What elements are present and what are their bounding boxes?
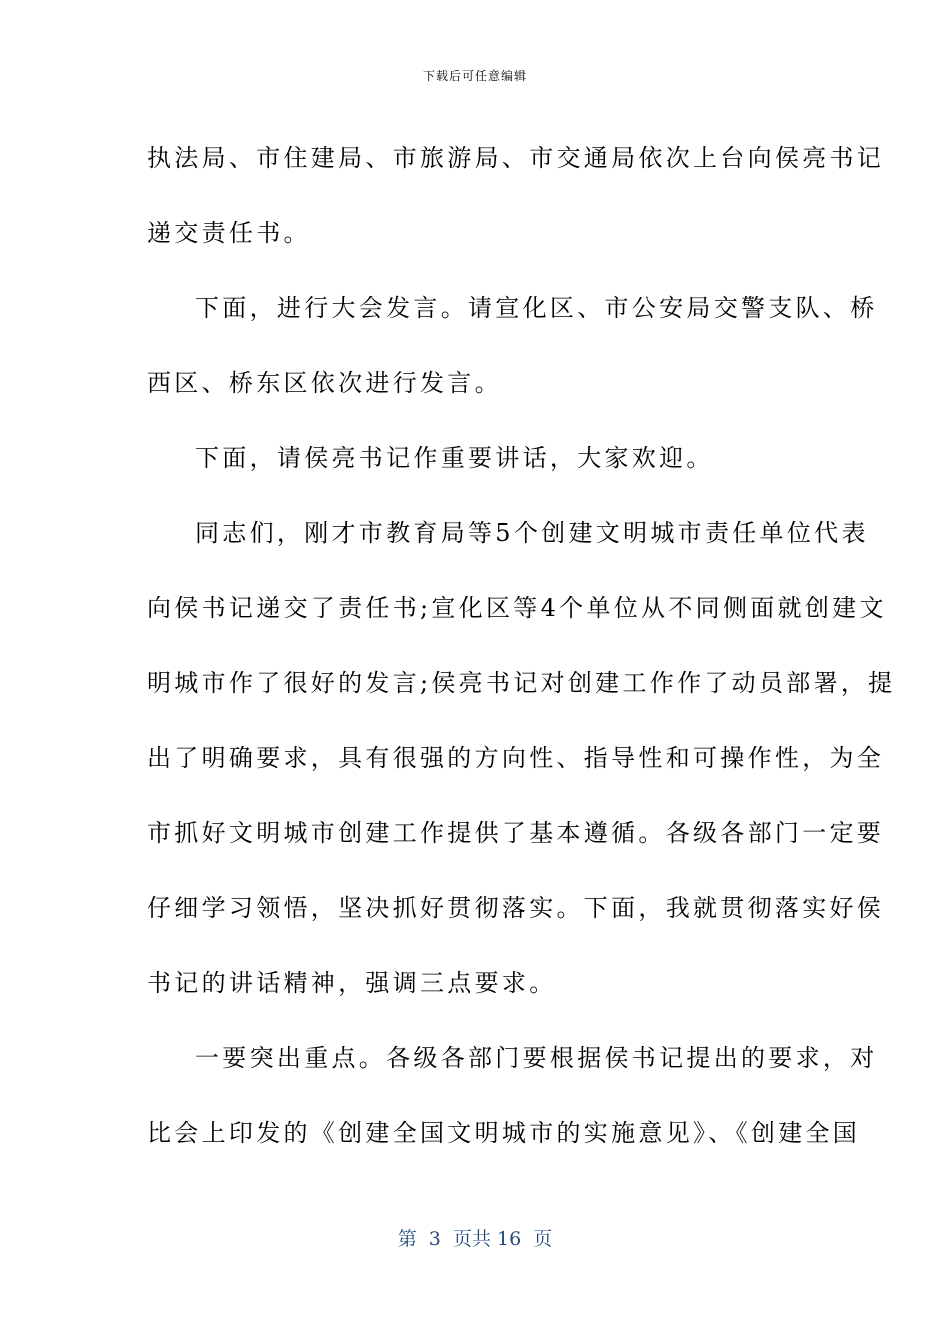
text-line: 仔细学习领悟，坚决抓好贯彻落实。下面，我就贯彻落实好侯 bbox=[147, 894, 885, 922]
text-line: 执法局、市住建局、市旅游局、市交通局依次上台向侯亮书记 bbox=[147, 144, 885, 172]
text-line: 递交责任书。 bbox=[147, 219, 311, 247]
paragraph-start-line: 一要突出重点。各级各部门要根据侯书记提出的要求，对 bbox=[195, 1044, 878, 1072]
text-line: 向侯书记递交了责任书;宣化区等4个单位从不同侧面就创建文 bbox=[147, 594, 887, 622]
header-note: 下载后可任意编辑 bbox=[422, 69, 527, 83]
paragraph-start-line: 下面，请侯亮书记作重要讲话，大家欢迎。 bbox=[195, 444, 714, 472]
page-number: 第 3 页共 16 页 bbox=[397, 1228, 553, 1250]
text-line: 比会上印发的《创建全国文明城市的实施意见》、《创建全国 bbox=[147, 1119, 861, 1147]
text-line: 明城市作了很好的发言;侯亮书记对创建工作作了动员部署，提 bbox=[147, 669, 896, 697]
paragraph-start-line: 下面，进行大会发言。请宣化区、市公安局交警支队、桥 bbox=[195, 294, 878, 322]
text-line: 出了明确要求，具有很强的方向性、指导性和可操作性，为全 bbox=[147, 744, 885, 772]
document-body bbox=[147, 121, 896, 1171]
paragraph-start-line: 同志们，刚才市教育局等5个创建文明城市责任单位代表 bbox=[195, 519, 869, 547]
text-line: 市抓好文明城市创建工作提供了基本遵循。各级各部门一定要 bbox=[147, 819, 885, 847]
text-line: 书记的讲话精神，强调三点要求。 bbox=[147, 969, 557, 997]
text-line: 西区、桥东区依次进行发言。 bbox=[147, 369, 502, 397]
